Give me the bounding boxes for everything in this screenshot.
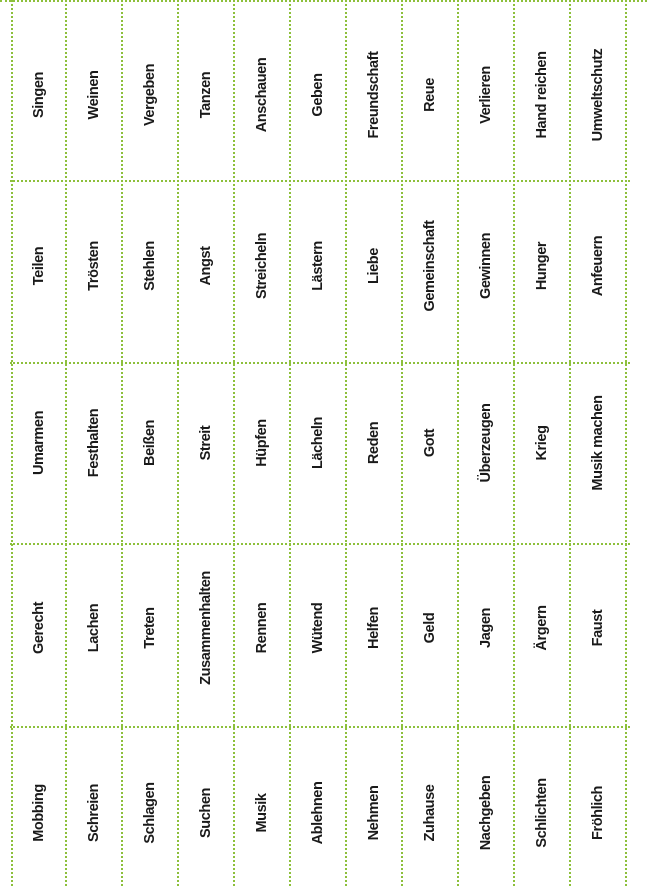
word-card-label: Streicheln <box>254 232 270 300</box>
cut-line-vertical <box>401 0 403 886</box>
word-card-label: Suchen <box>198 788 214 838</box>
cut-line-vertical <box>233 0 235 886</box>
cut-line-horizontal <box>10 180 630 182</box>
word-card-label: Mobbing <box>31 784 47 842</box>
word-card-label: Schreien <box>86 783 102 843</box>
word-card-label: Musik machen <box>590 395 606 491</box>
word-card-label: Singen <box>31 72 47 118</box>
cut-line-vertical <box>345 0 347 886</box>
word-card-label: Streit <box>198 425 214 461</box>
word-card-label: Nachgeben <box>478 775 494 851</box>
word-card-label: Teilen <box>31 246 47 286</box>
word-card-label: Geld <box>422 612 438 644</box>
word-card-label: Vergeben <box>142 63 158 127</box>
cut-line-horizontal <box>10 362 630 364</box>
word-card-label: Trösten <box>86 241 102 291</box>
cut-line-top <box>0 0 647 2</box>
word-card-label: Ärgern <box>534 605 550 651</box>
word-card-label: Schlagen <box>142 782 158 844</box>
word-card-label: Hunger <box>534 241 550 291</box>
word-card-label: Lachen <box>86 603 102 653</box>
word-card-label: Gewinnen <box>478 232 494 300</box>
word-card-label: Ablehnen <box>310 781 326 845</box>
word-card-label: Liebe <box>366 248 382 284</box>
word-card-label: Treten <box>142 607 158 649</box>
cut-line-horizontal <box>10 726 630 728</box>
word-card-label: Wütend <box>310 602 326 654</box>
cut-line-vertical <box>457 0 459 886</box>
word-card-label: Festhalten <box>86 408 102 478</box>
word-card-label: Freundschaft <box>366 51 382 139</box>
word-card-label: Gerecht <box>31 602 47 654</box>
word-card-label: Anschauen <box>254 57 270 133</box>
word-card-label: Hüpfen <box>254 419 270 467</box>
cut-line-vertical <box>177 0 179 886</box>
word-card-label: Jagen <box>478 608 494 648</box>
word-card-label: Krieg <box>534 425 550 461</box>
word-card-label: Faust <box>590 609 606 647</box>
cut-line-vertical <box>11 0 13 886</box>
word-card-label: Musik <box>254 793 270 833</box>
word-card-label: Lächeln <box>310 417 326 469</box>
word-card-label: Zuhause <box>422 784 438 842</box>
word-card-label: Weinen <box>86 70 102 120</box>
cut-line-horizontal <box>10 543 630 545</box>
word-card-label: Rennen <box>254 602 270 654</box>
word-card-label: Beißen <box>142 420 158 466</box>
word-card-label: Gott <box>422 428 438 458</box>
word-card-label: Geben <box>310 73 326 117</box>
cut-line-vertical <box>625 0 627 886</box>
word-card-label: Hand reichen <box>534 51 550 139</box>
cut-line-vertical <box>65 0 67 886</box>
word-card-label: Gemeinschaft <box>422 220 438 312</box>
word-card-label: Verlieren <box>478 66 494 124</box>
cut-line-vertical <box>513 0 515 886</box>
word-card-label: Reue <box>422 78 438 112</box>
word-card-label: Nehmen <box>366 785 382 841</box>
word-card-label: Zusammenhalten <box>198 571 214 685</box>
word-card-label: Überzeugen <box>478 403 494 483</box>
word-card-label: Lästern <box>310 241 326 291</box>
word-card-label: Fröhlich <box>590 786 606 840</box>
word-card-label: Tanzen <box>198 71 214 119</box>
cut-line-vertical <box>289 0 291 886</box>
word-card-label: Anfeuern <box>590 235 606 297</box>
word-card-label: Angst <box>198 246 214 286</box>
word-card-label: Umarmen <box>31 410 47 476</box>
word-card-label: Helfen <box>366 607 382 649</box>
word-card-label: Umweltschutz <box>590 48 606 142</box>
word-card-label: Stehlen <box>142 241 158 291</box>
word-card-label: Reden <box>366 421 382 465</box>
word-card-label: Schlichten <box>534 778 550 848</box>
cut-line-vertical <box>121 0 123 886</box>
cut-line-vertical <box>569 0 571 886</box>
